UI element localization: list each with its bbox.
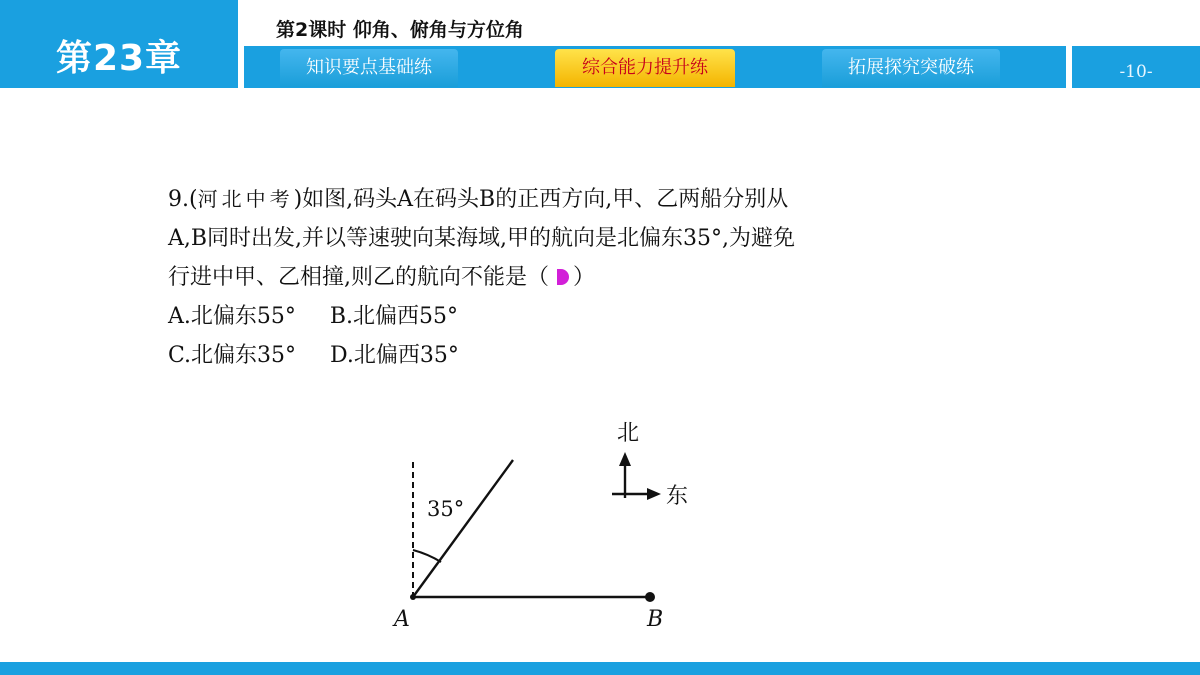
angle-arc (413, 550, 441, 562)
option-b[interactable]: B.北偏西55° (329, 304, 459, 329)
options-row-1 (168, 297, 968, 336)
options-row-2 (168, 336, 968, 375)
page-number-box (1072, 46, 1200, 88)
ship-path-line (413, 460, 513, 597)
tab-basic-practice-label: 知识要点基础练 (306, 57, 432, 78)
question-line-2: A,B同时出发,并以等速驶向某海域,甲的航向是北偏东35°,为避免 (168, 226, 796, 251)
chapter-title: 第23章 (55, 38, 183, 79)
question-line-3 (168, 258, 968, 297)
point-a-label: A (394, 607, 410, 632)
question-line-3-close: ） (573, 265, 596, 290)
question-number: 9.( (168, 187, 198, 212)
tab-basic-practice[interactable] (280, 49, 458, 87)
tab-extension-practice-label: 拓展探究突破练 (848, 57, 974, 78)
option-c[interactable]: C.北偏东35° (168, 343, 297, 368)
tab-comprehensive-practice[interactable] (555, 49, 735, 87)
section-tab-bar (244, 46, 1066, 88)
angle-label: 35° (427, 497, 465, 521)
page-number: -10- (1119, 62, 1153, 82)
question-line-1 (168, 180, 968, 219)
question-line-3-text: 行进中甲、乙相撞,则乙的航向不能是（ (168, 265, 549, 290)
tab-extension-practice[interactable] (822, 49, 1000, 87)
question-source: 河北中考 (197, 187, 294, 211)
tab-comprehensive-practice-label: 综合能力提升练 (582, 57, 708, 78)
question-line-1-text: )如图,码头A在码头B的正西方向,甲、乙两船分别从 (293, 187, 789, 212)
answer-mark-icon (557, 269, 569, 285)
point-a-dot (410, 594, 416, 600)
point-b-dot (645, 592, 655, 602)
lesson-title: 第2课时 仰角、俯角与方位角 (276, 19, 524, 41)
option-d[interactable]: D.北偏西35° (330, 343, 459, 368)
compass-icon (612, 452, 661, 500)
chapter-banner (0, 0, 238, 88)
question-block (168, 180, 968, 375)
north-label: 北 (617, 421, 640, 446)
east-label: 东 (666, 484, 689, 509)
option-a[interactable]: A.北偏东55° (168, 304, 296, 329)
direction-figure (380, 410, 710, 640)
point-b-label: B (647, 607, 664, 632)
footer-bar (0, 662, 1200, 675)
